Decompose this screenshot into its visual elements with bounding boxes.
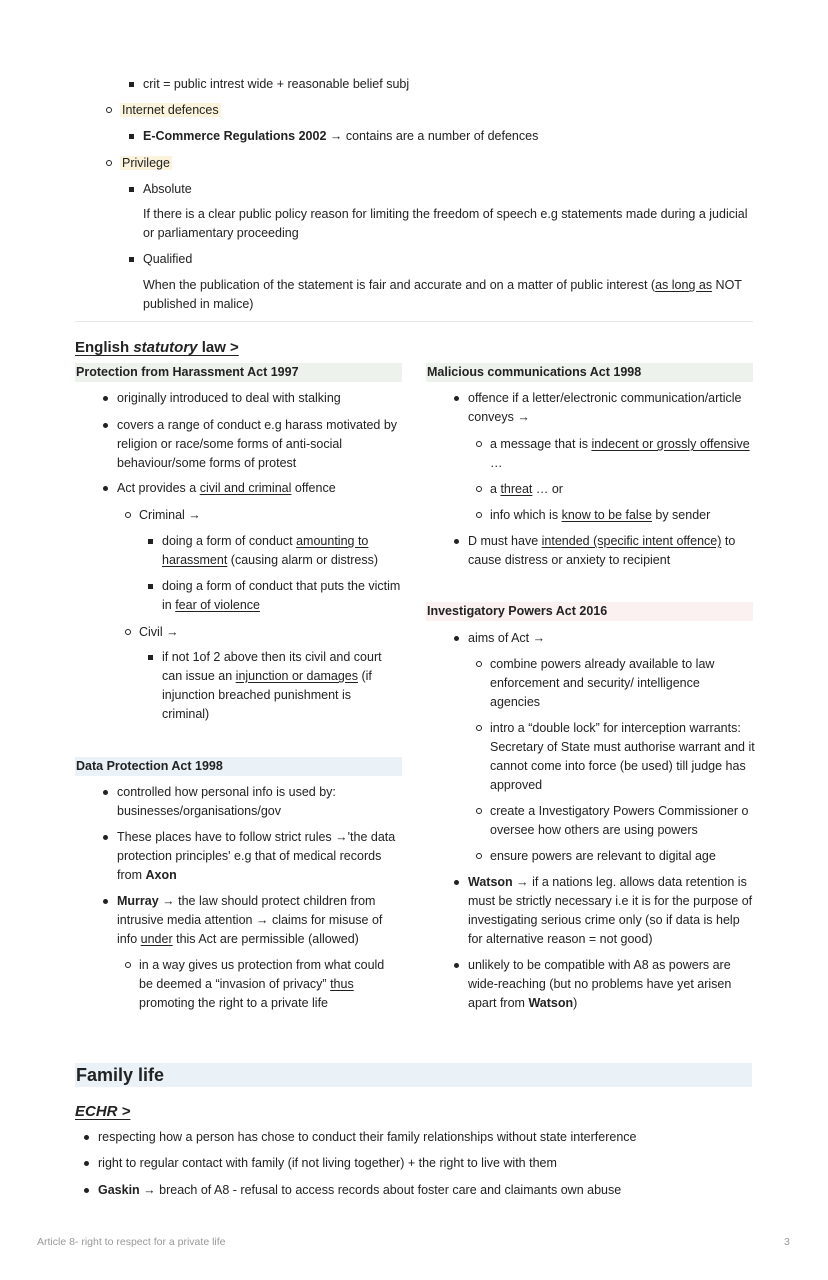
list-item: controlled how personal info is used by: businesses/organisations/gov	[117, 783, 402, 821]
statutory-law-heading: English statutory law >	[75, 339, 239, 356]
list-item: ensure powers are relevant to digital age	[490, 847, 755, 866]
harassment-act-title: Protection from Harassment Act 1997	[75, 363, 402, 382]
list-item: Criminal →	[139, 506, 399, 525]
list-item: Civil →	[139, 623, 399, 642]
list-item: Watson → if a nations leg. allows data retention is must be strictly necessary i.e it is for the purpose of investigating serious crime only (so if data is help for alternative reason = not good)	[468, 873, 753, 949]
list-item: crit = public intrest wide + reasonable belief subj	[143, 75, 743, 94]
list-item: offence if a letter/electronic communication/article conveys →	[468, 389, 753, 427]
list-item: Murray → the law should protect children from intrusive media attention → claims for misuse of info under this Act are permissible (allowed)	[117, 892, 402, 949]
list-item: doing a form of conduct that puts the victim in fear of violence	[162, 577, 402, 615]
list-item: unlikely to be compatible with A8 as powers are wide-reaching (but no problems have yet arisen apart from Watson)	[468, 956, 743, 1013]
footer-title: Article 8- right to respect for a private life	[37, 1236, 226, 1248]
list-item: E-Commerce Regulations 2002 → contains are a number of defences	[143, 127, 743, 146]
list-item: create a Investigatory Powers Commissioner o oversee how others are using powers	[490, 802, 755, 840]
list-item: D must have intended (specific intent offence) to cause distress or anxiety to recipient	[468, 532, 753, 570]
list-item: a threat … or	[490, 480, 755, 499]
list-item: info which is know to be false by sender	[490, 506, 755, 525]
list-item: Act provides a civil and criminal offence	[117, 479, 402, 498]
list-item: aims of Act →	[468, 629, 753, 648]
data-protection-act-title: Data Protection Act 1998	[75, 757, 402, 776]
list-item: right to regular contact with family (if not living together) + the right to live with them	[98, 1154, 738, 1173]
divider	[75, 321, 753, 322]
malicious-act-title: Malicious communications Act 1998	[426, 363, 753, 382]
list-item: These places have to follow strict rules →'the data protection principles' e.g that of medical records from Axon	[117, 828, 402, 885]
echr-heading: ECHR >	[75, 1103, 131, 1120]
list-item: Absolute	[143, 180, 743, 199]
privilege-label: Privilege	[122, 156, 170, 170]
list-item	[120, 101, 720, 120]
list-item: Gaskin → breach of A8 - refusal to access records about foster care and claimants own abuse	[98, 1181, 738, 1200]
family-life-heading-bar	[75, 1063, 752, 1087]
list-item: intro a “double lock” for interception warrants: Secretary of State must authorise warrant and it cannot come into force (be used) till judge has approved	[490, 719, 755, 795]
list-item: combine powers already available to law enforcement and security/ intelligence agencies	[490, 655, 740, 712]
investigatory-act-title: Investigatory Powers Act 2016	[426, 602, 753, 621]
list-item: if not 1of 2 above then its civil and court can issue an injunction or damages (if injunction breached punishment is criminal)	[162, 648, 392, 724]
list-item: covers a range of conduct e.g harass motivated by religion or race/some forms of anti-social behaviour/some forms of protest	[117, 416, 402, 473]
list-item: a message that is indecent or grossly offensive …	[490, 435, 755, 473]
internet-defences-label: Internet defences	[122, 103, 219, 117]
list-item: doing a form of conduct amounting to harassment (causing alarm or distress)	[162, 532, 402, 570]
absolute-description: If there is a clear public policy reason for limiting the freedom of speech e.g statements made during a judicial or parliamentary proceeding	[143, 207, 748, 240]
list-item: originally introduced to deal with stalking	[117, 389, 402, 408]
qualified-description: When the publication of the statement is fair and accurate and on a matter of public interest (as long as NOT published in malice)	[143, 278, 742, 311]
list-item: respecting how a person has chose to conduct their family relationships without state interference	[98, 1128, 738, 1147]
list-item	[120, 154, 720, 173]
page-number: 3	[784, 1236, 790, 1248]
list-item: Qualified	[143, 250, 743, 269]
family-life-heading: Family life	[76, 1065, 165, 1085]
list-item: in a way gives us protection from what could be deemed a “invasion of privacy” thus promoting the right to a private life	[139, 956, 399, 1013]
